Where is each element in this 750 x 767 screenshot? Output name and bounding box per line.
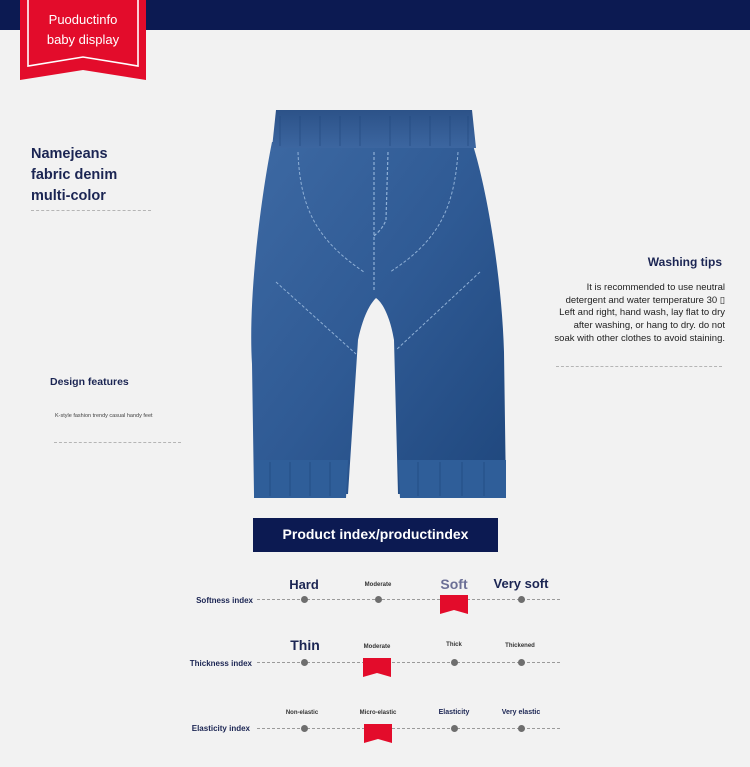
elasticity-dot-non-elastic (301, 725, 308, 732)
ribbon-line-2: baby display (46, 32, 120, 47)
product-name: Namejeans (31, 146, 108, 162)
elasticity-option-elasticity: Elasticity (438, 709, 470, 716)
thickness-option-thick: Thick (446, 642, 462, 648)
design-divider (54, 442, 181, 443)
softness-option-hard: Hard (289, 577, 319, 592)
elasticity-selected-marker (364, 724, 392, 743)
design-features-text: K-style fashion trendy casual handy feet (55, 413, 153, 419)
washing-tips-text: It is recommended to use neutral detergent and water temperature 30 ▯ Left and right, hand wash, lay flat to dry after washing, or hang to dry. do not soak with other clothes to avoid staining. (554, 282, 725, 344)
elasticity-dot-elasticity (451, 725, 458, 732)
washing-tips-title: Washing tips (647, 255, 722, 269)
thickness-dot-thick (451, 659, 458, 666)
washing-divider (556, 366, 722, 367)
softness-option-very-soft: Very soft (493, 576, 549, 591)
thickness-option-moderate: Moderate (363, 644, 391, 650)
product-color: multi-color (31, 188, 106, 204)
thickness-option-thin: Thin (290, 637, 320, 653)
name-divider (31, 210, 151, 211)
product-name-block (31, 144, 117, 207)
softness-dot-moderate (375, 596, 382, 603)
elasticity-dot-very-elastic (518, 725, 525, 732)
softness-dot-very-soft (518, 596, 525, 603)
ribbon-text (20, 10, 146, 50)
softness-index-label: Softness index (196, 596, 253, 605)
elasticity-index-label: Elasticity index (191, 724, 250, 733)
softness-selected-marker (440, 595, 468, 614)
jeans-product-image (240, 102, 510, 502)
product-info-ribbon (20, 0, 146, 80)
elasticity-option-micro-elastic: Micro-elastic (359, 710, 397, 716)
product-fabric: fabric denim (31, 167, 118, 183)
elasticity-option-non-elastic: Non-elastic (285, 710, 319, 716)
thickness-dot-thickened (518, 659, 525, 666)
softness-option-soft: Soft (440, 576, 468, 592)
ribbon-line-1: Puoductinfo (48, 12, 118, 27)
design-features-title: Design features (50, 376, 129, 388)
softness-option-moderate: Moderate (364, 582, 392, 588)
elasticity-option-very-elastic: Very elastic (501, 709, 541, 716)
thickness-option-thickened: Thickened (505, 643, 535, 649)
thickness-dot-thin (301, 659, 308, 666)
thickness-selected-marker (363, 658, 391, 677)
product-index-banner: Product index/productindex (253, 518, 498, 552)
thickness-index-label: Thickness index (189, 659, 252, 668)
softness-dot-hard (301, 596, 308, 603)
